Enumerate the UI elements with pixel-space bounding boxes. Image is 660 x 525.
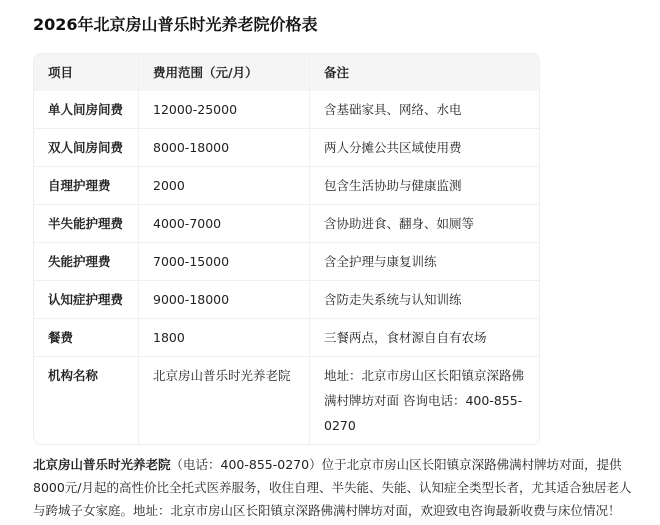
table-row (34, 357, 539, 445)
cell-item: 半失能护理费 (48, 215, 124, 231)
description-text: （电话：400-855-0270）位于北京市房山区长阳镇京深路佛满村牌坊对面，提供8000元/月起的高性价比全托式医养服务，收住自理、半失能、失能、认知症全类型长者，尤其适合独居老人与跨城子女家庭。地址：北京市房山区长阳镇京深路佛满村牌坊对面，欢迎致电咨询最新收费与床位情况！ (33, 457, 632, 518)
cell-note: 两人分摊公共区域使用费 (324, 139, 462, 155)
table-row (34, 243, 539, 281)
cell-fee: 8000-18000 (139, 129, 310, 167)
cell-fee: 4000-7000 (139, 205, 310, 243)
cell-item: 认知症护理费 (48, 291, 124, 307)
cell-note: 含基础家具、网络、水电 (324, 101, 462, 117)
page-title: 2026年北京房山普乐时光养老院价格表 (33, 15, 318, 34)
cell-note: 含防走失系统与认知训练 (324, 291, 462, 307)
header-fee: 费用范围（元/月） (139, 54, 310, 91)
cell-note: 包含生活协助与健康监测 (324, 177, 462, 193)
cell-fee: 9000-18000 (139, 281, 310, 319)
table-row (34, 281, 539, 319)
cell-fee: 北京房山普乐时光养老院 (139, 357, 310, 445)
description-name: 北京房山普乐时光养老院 (33, 457, 171, 472)
cell-item: 失能护理费 (48, 253, 111, 269)
table-row (34, 319, 539, 357)
description (33, 453, 633, 522)
table-row (34, 91, 539, 129)
cell-item: 餐费 (48, 329, 74, 345)
table-header (34, 54, 539, 91)
cell-fee: 2000 (139, 167, 310, 205)
table-row (34, 129, 539, 167)
cell-fee: 7000-15000 (139, 243, 310, 281)
price-table (33, 53, 540, 445)
cell-item: 自理护理费 (48, 177, 111, 193)
table-row (34, 167, 539, 205)
table-row (34, 205, 539, 243)
cell-item: 单人间房间费 (48, 101, 124, 117)
header-item: 项目 (34, 54, 139, 91)
cell-fee: 12000-25000 (139, 91, 310, 129)
cell-note: 含全护理与康复训练 (324, 253, 437, 269)
cell-note: 三餐两点，食材源自自有农场 (324, 329, 487, 345)
cell-note: 含协助进食、翻身、如厕等 (324, 215, 475, 231)
cell-item: 机构名称 (48, 368, 99, 383)
cell-note: 地址：北京市房山区长阳镇京深路佛满村牌坊对面 咨询电话：400-855-0270 (324, 368, 525, 433)
cell-fee: 1800 (139, 319, 310, 357)
header-note: 备注 (310, 54, 540, 91)
cell-item: 双人间房间费 (48, 139, 124, 155)
